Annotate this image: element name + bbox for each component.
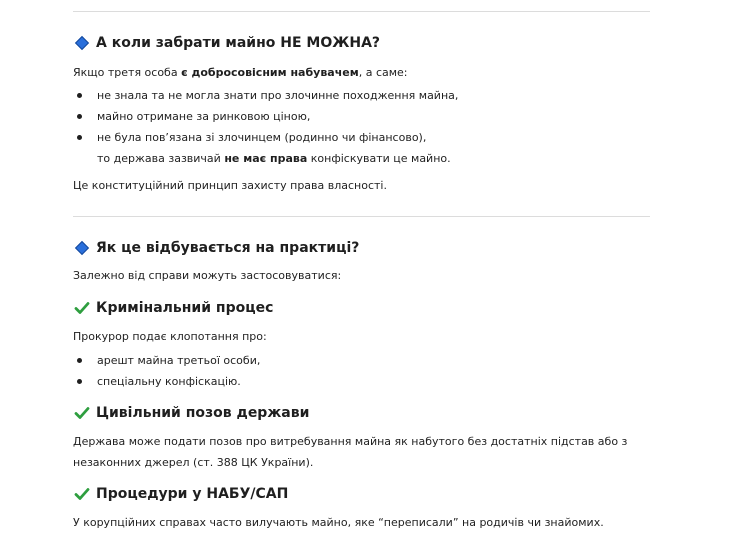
section1-continuation [97,151,451,166]
sub1-intro: Прокурор подає клопотання про: [73,330,267,343]
bullet-dot [77,358,82,363]
section1-intro [73,65,408,80]
green-check-icon [74,300,90,316]
section2-heading-text: Як це відбувається на практиці? [96,240,360,256]
sub2-heading [74,405,309,421]
section1-intro-bold: є добросовісним набувачем [181,66,359,79]
sub2-heading-text: Цивільний позов держави [96,405,310,421]
section1-continuation-post: конфіскувати це майно. [307,152,451,165]
section1-intro-pre: Якщо третя особа [73,66,182,79]
sub1-bullet-1: арешт майна третьої особи, [97,354,261,367]
section1-continuation-pre: то держава зазвичай [97,152,225,165]
sub1-heading [74,300,273,316]
bullet-dot [77,379,82,384]
section1-intro-post: , а саме: [358,66,408,79]
blue-diamond-icon [75,241,89,255]
section1-bullet-2: майно отримане за ринковою ціною, [97,110,311,123]
bullet-dot [77,93,82,98]
divider-middle [73,216,650,217]
sub3-line-1: У корупційних справах часто вилучають майно, яке “переписали” на родичів чи знайомих. [73,516,604,529]
green-check-icon [74,405,90,421]
green-check-icon [74,486,90,502]
sub1-heading-text: Кримінальний процес [96,300,274,316]
section2-heading [76,240,359,256]
section1-continuation-bold: не має права [224,152,308,165]
sub2-line-2: незаконних джерел (ст. 388 ЦК України). [73,456,314,469]
section1-bullet-1: не знала та не могла знати про злочинне походження майна, [97,89,459,102]
section2-intro: Залежно від справи можуть застосовуватися: [73,269,342,282]
section1-heading [76,35,380,51]
bullet-dot [77,114,82,119]
section1-footer: Це конституційний принцип захисту права власності. [73,179,387,192]
bullet-dot [77,135,82,140]
sub2-line-1: Держава може подати позов про витребування майна як набутого без достатніх підстав або з [73,435,628,448]
sub1-bullet-2: спеціальну конфіскацію. [97,375,241,388]
section1-bullet-3: не була пов’язана зі злочинцем (родинно чи фінансово), [97,131,427,144]
divider-top [73,11,650,12]
section1-heading-text: А коли забрати майно НЕ МОЖНА? [96,35,381,51]
blue-diamond-icon [75,36,89,50]
sub3-heading [74,486,288,502]
sub3-heading-text: Процедури у НАБУ/САП [96,486,289,502]
